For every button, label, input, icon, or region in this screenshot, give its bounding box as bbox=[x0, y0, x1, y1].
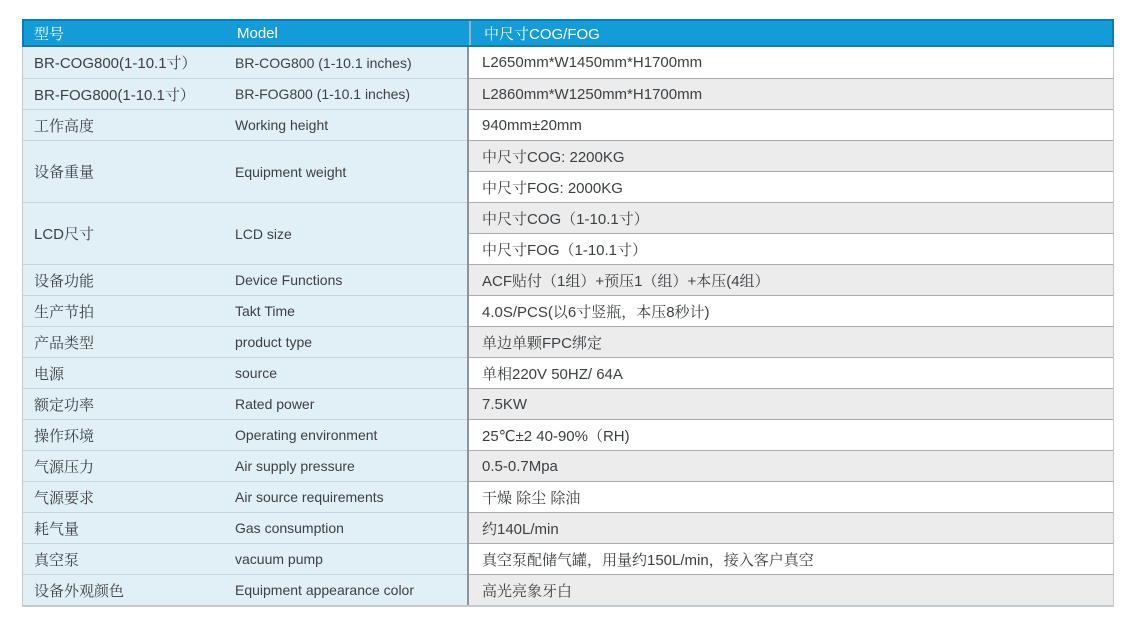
spec-label-cn: 真空泵 bbox=[23, 543, 225, 574]
spec-values bbox=[467, 450, 1113, 481]
header-cell-model-en: Model bbox=[237, 24, 278, 42]
table-row bbox=[23, 295, 1113, 326]
spec-label-en: Air source requirements bbox=[225, 481, 467, 512]
spec-label-cn: BR-FOG800(1-10.1寸） bbox=[23, 78, 225, 109]
spec-value: 0.5-0.7Mpa bbox=[469, 450, 1113, 481]
table-row bbox=[23, 419, 1113, 450]
spec-label-cn: LCD尺寸 bbox=[23, 202, 225, 264]
spec-label-cn: 工作高度 bbox=[23, 109, 225, 140]
spec-values bbox=[467, 295, 1113, 326]
spec-label-cn: 操作环境 bbox=[23, 419, 225, 450]
spec-value: L2860mm*W1250mm*H1700mm bbox=[469, 78, 1113, 109]
spec-value: 真空泵配储气罐，用量约150L/min，接入客户真空 bbox=[469, 543, 1113, 574]
spec-values bbox=[467, 109, 1113, 140]
header-cell-model-cn: 型号 bbox=[34, 25, 65, 43]
spec-label-cn: 产品类型 bbox=[23, 326, 225, 357]
spec-label-en: product type bbox=[225, 326, 467, 357]
spec-value: 4.0S/PCS(以6寸竖瓶，本压8秒计) bbox=[469, 295, 1113, 326]
spec-values bbox=[467, 202, 1113, 264]
table-row bbox=[23, 450, 1113, 481]
table-row bbox=[23, 202, 1113, 264]
header-cell-spec: 中尺寸COG/FOG bbox=[469, 21, 1112, 45]
spec-value: L2650mm*W1450mm*H1700mm bbox=[469, 47, 1113, 78]
spec-label-cn: BR-COG800(1-10.1寸） bbox=[23, 47, 225, 78]
table-row bbox=[23, 140, 1113, 202]
spec-label-en: Gas consumption bbox=[225, 512, 467, 543]
spec-value: 中尺寸COG: 2200KG bbox=[469, 140, 1113, 171]
table-row bbox=[23, 47, 1113, 78]
spec-value: 高光亮象牙白 bbox=[469, 574, 1113, 605]
spec-values bbox=[467, 543, 1113, 574]
spec-values bbox=[467, 326, 1113, 357]
spec-label-en: source bbox=[225, 357, 467, 388]
table-row bbox=[23, 78, 1113, 109]
table-row bbox=[23, 574, 1113, 605]
spec-label-cn: 设备重量 bbox=[23, 140, 225, 202]
spec-value: ACF贴付（1组）+预压1（组）+本压(4组） bbox=[469, 264, 1113, 295]
spec-values bbox=[467, 574, 1113, 605]
table-row bbox=[23, 543, 1113, 574]
spec-label-en: Takt Time bbox=[225, 295, 467, 326]
spec-label-en: Working height bbox=[225, 109, 467, 140]
table-row bbox=[23, 264, 1113, 295]
spec-label-en: Rated power bbox=[225, 388, 467, 419]
spec-values bbox=[467, 357, 1113, 388]
spec-value: 单相220V 50HZ/ 64A bbox=[469, 357, 1113, 388]
table-row bbox=[23, 326, 1113, 357]
table-row bbox=[23, 481, 1113, 512]
spec-label-en: LCD size bbox=[225, 202, 467, 264]
spec-label-cn: 电源 bbox=[23, 357, 225, 388]
spec-value: 单边单颗FPC绑定 bbox=[469, 326, 1113, 357]
spec-label-cn: 气源要求 bbox=[23, 481, 225, 512]
table-header-row bbox=[22, 19, 1114, 47]
spec-value: 约140L/min bbox=[469, 512, 1113, 543]
spec-values bbox=[467, 140, 1113, 202]
spec-values bbox=[467, 78, 1113, 109]
spec-value: 中尺寸COG（1-10.1寸） bbox=[469, 202, 1113, 233]
spec-values bbox=[467, 47, 1113, 78]
spec-value: 940mm±20mm bbox=[469, 109, 1113, 140]
spec-value: 25℃±2 40-90%（RH) bbox=[469, 419, 1113, 450]
spec-values bbox=[467, 388, 1113, 419]
spec-label-en: Operating environment bbox=[225, 419, 467, 450]
spec-table bbox=[22, 19, 1114, 607]
table-body bbox=[22, 47, 1114, 607]
spec-value: 7.5KW bbox=[469, 388, 1113, 419]
spec-value: 中尺寸FOG: 2000KG bbox=[469, 171, 1113, 202]
spec-label-en: BR-COG800 (1-10.1 inches) bbox=[225, 47, 467, 78]
table-row bbox=[23, 357, 1113, 388]
spec-value: 干燥 除尘 除油 bbox=[469, 481, 1113, 512]
table-row bbox=[23, 109, 1113, 140]
spec-label-en: Air supply pressure bbox=[225, 450, 467, 481]
table-row bbox=[23, 388, 1113, 419]
spec-label-en: Equipment weight bbox=[225, 140, 467, 202]
table-row bbox=[23, 512, 1113, 543]
spec-values bbox=[467, 512, 1113, 543]
spec-label-en: vacuum pump bbox=[225, 543, 467, 574]
spec-value: 中尺寸FOG（1-10.1寸） bbox=[469, 233, 1113, 264]
spec-label-cn: 生产节拍 bbox=[23, 295, 225, 326]
spec-label-cn: 设备外观颜色 bbox=[23, 574, 225, 605]
spec-label-cn: 设备功能 bbox=[23, 264, 225, 295]
spec-values bbox=[467, 264, 1113, 295]
spec-label-en: Device Functions bbox=[225, 264, 467, 295]
spec-label-en: Equipment appearance color bbox=[225, 574, 467, 605]
spec-label-cn: 气源压力 bbox=[23, 450, 225, 481]
spec-label-en: BR-FOG800 (1-10.1 inches) bbox=[225, 78, 467, 109]
spec-label-cn: 额定功率 bbox=[23, 388, 225, 419]
spec-values bbox=[467, 419, 1113, 450]
spec-values bbox=[467, 481, 1113, 512]
spec-label-cn: 耗气量 bbox=[23, 512, 225, 543]
